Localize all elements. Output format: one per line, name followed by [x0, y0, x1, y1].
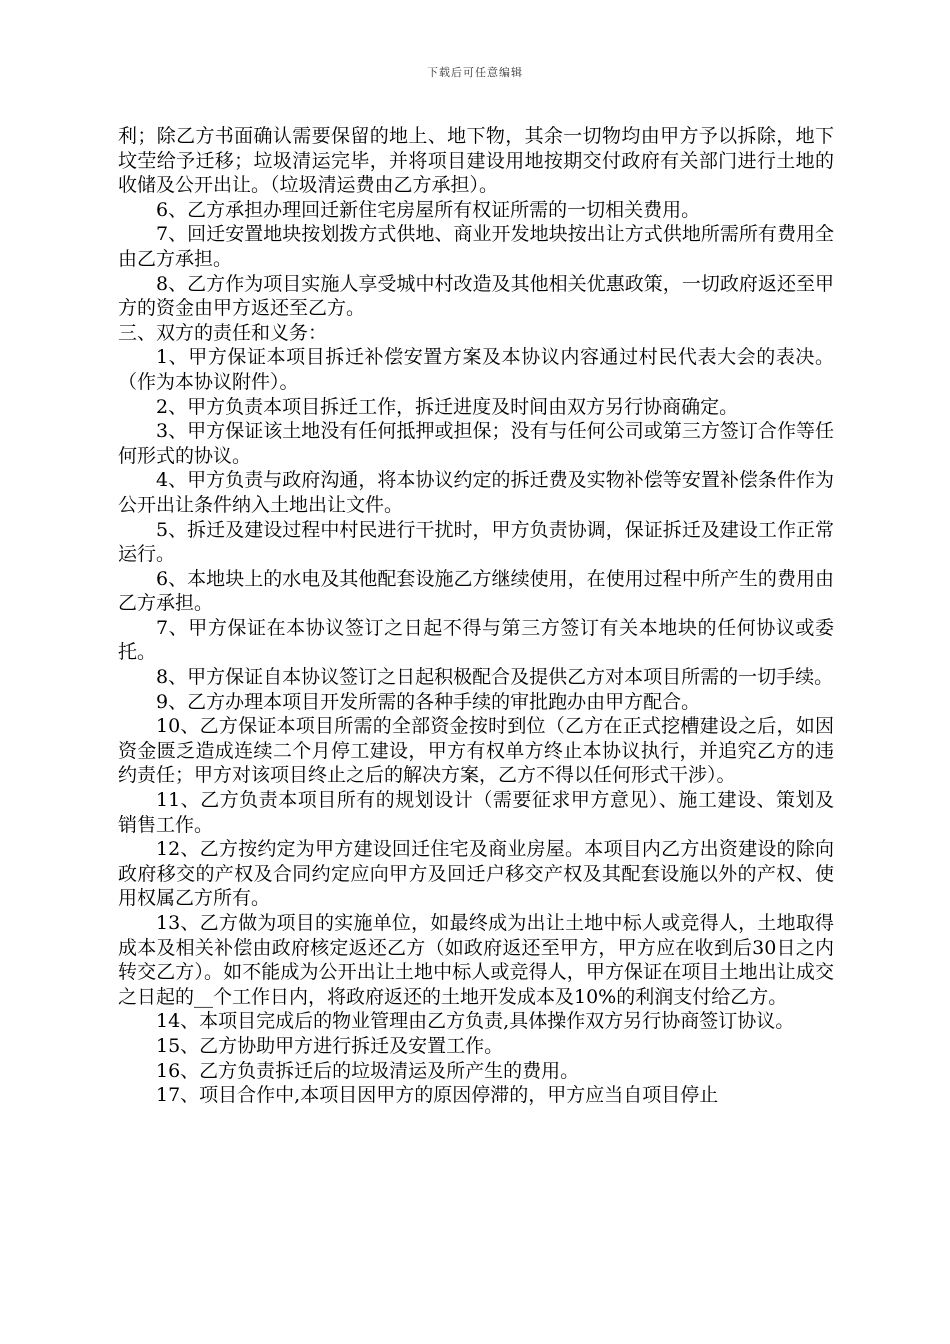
document-body: [118, 124, 834, 1108]
paragraph: 14、本项目完成后的物业管理由乙方负责,具体操作双方另行协商签订协议。: [156, 1010, 795, 1033]
paragraph: 12、乙方按约定为甲方建设回迁住宅及商业房屋。本项目内乙方出资建设的除向政府移交的产权及合同约定应向甲方及回迁户移交产权及其配套设施以外的产权、使用权属乙方所有。: [118, 838, 834, 910]
paragraph: 1、甲方保证本项目拆迁补偿安置方案及本协议内容通过村民代表大会的表决。（作为本协议附件）。: [118, 346, 834, 393]
paragraph: 17、项目合作中,本项目因甲方的原因停滞的，甲方应当自项目停止: [156, 1084, 719, 1107]
paragraph: 13、乙方做为项目的实施单位，如最终成为出让土地中标人或竞得人，土地取得成本及相关补偿由政府核定返还乙方（如政府返还至甲方，甲方应在收到后30日之内转交乙方）。如不能成为公开出让土地中标人或竞得人，甲方保证在项目土地出让成交之日起的__个工作日内，将政府返还的土地开发成本及10%的利润支付给乙方。: [118, 912, 834, 1008]
paragraph: 10、乙方保证本项目所需的全部资金按时到位（乙方在正式挖槽建设之后，如因资金匮乏造成连续二个月停工建设，甲方有权单方终止本协议执行，并追究乙方的违约责任；甲方对该项目终止之后的解决方案，乙方不得以任何形式干涉）。: [118, 715, 834, 787]
paragraph: 6、乙方承担办理回迁新住宅房屋所有权证所需的一切相关费用。: [156, 198, 701, 221]
section-heading: 三、双方的责任和义务：: [118, 321, 328, 344]
paragraph: 16、乙方负责拆迁后的垃圾清运及所产生的费用。: [156, 1059, 580, 1082]
paragraph: 5、拆迁及建设过程中村民进行干扰时，甲方负责协调，保证拆迁及建设工作正常运行。: [118, 518, 834, 566]
paragraph: 利；除乙方书面确认需要保留的地上、地下物，其余一切物均由甲方予以拆除，地下坟茔给予迁移；垃圾清运完毕，并将项目建设用地按期交付政府有关部门进行土地的收储及公开出让。（垃圾清运费由乙方承担）。: [118, 125, 834, 197]
paragraph: 7、甲方保证在本协议签订之日起不得与第三方签订有关本地块的任何协议或委托。: [118, 616, 834, 664]
paragraph: 15、乙方协助甲方进行拆迁及安置工作。: [156, 1034, 504, 1057]
paragraph: 8、甲方保证自本协议签订之日起积极配合及提供乙方对本项目所需的一切手续。: [156, 666, 834, 689]
paragraph: 9、乙方办理本项目开发所需的各种手续的审批跑办由甲方配合。: [156, 690, 701, 713]
paragraph: 7、回迁安置地块按划拨方式供地、商业开发地块按出让方式供地所需所有费用全由乙方承担。: [118, 223, 834, 270]
page-header: 下载后可任意编辑: [427, 66, 523, 79]
paragraph: 11、乙方负责本项目所有的规划设计（需要征求甲方意见）、施工建设、策划及销售工作。: [118, 789, 834, 836]
paragraph: 4、甲方负责与政府沟通，将本协议约定的拆迁费及实物补偿等安置补偿条件作为公开出让条件纳入土地出让文件。: [118, 469, 834, 516]
paragraph: 2、甲方负责本项目拆迁工作，拆迁进度及时间由双方另行协商确定。: [156, 395, 739, 418]
paragraph: 8、乙方作为项目实施人享受城中村改造及其他相关优惠政策，一切政府返还至甲方的资金由甲方返还至乙方。: [118, 272, 834, 320]
paragraph: 3、甲方保证该土地没有任何抵押或担保；没有与任何公司或第三方签订合作等任何形式的协议。: [118, 420, 834, 467]
paragraph: 6、本地块上的水电及其他配套设施乙方继续使用，在使用过程中所产生的费用由乙方承担。: [118, 567, 834, 615]
